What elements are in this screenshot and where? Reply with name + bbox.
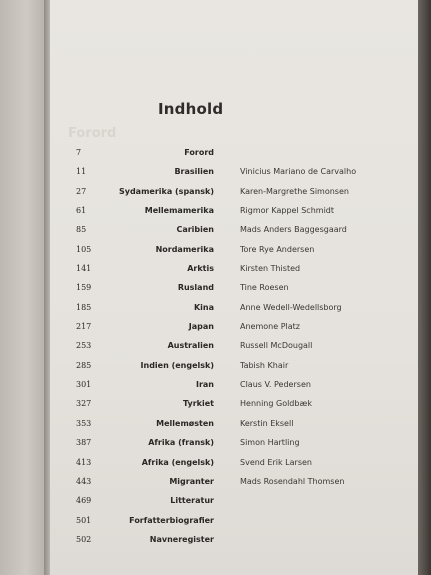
toc-chapter: Navneregister bbox=[149, 534, 214, 544]
toc-author: Tine Roesen bbox=[240, 283, 289, 293]
table-of-contents bbox=[0, 143, 431, 549]
toc-chapter: Rusland bbox=[177, 283, 214, 293]
toc-author: Karen-Margrethe Simonsen bbox=[240, 186, 349, 196]
toc-chapter: Mellemøsten bbox=[156, 418, 214, 428]
toc-row bbox=[0, 530, 431, 549]
toc-chapter: Forord bbox=[184, 148, 214, 157]
toc-row bbox=[0, 278, 431, 297]
toc-page-number: 85 bbox=[76, 225, 87, 235]
toc-author: Claus V. Pedersen bbox=[240, 380, 311, 390]
toc-page-number: 469 bbox=[76, 496, 92, 506]
page-title: Indhold bbox=[158, 100, 224, 118]
toc-chapter: Kina bbox=[193, 302, 214, 312]
toc-chapter: Nordamerika bbox=[155, 244, 214, 254]
toc-author: Anemone Platz bbox=[240, 322, 300, 332]
toc-author: Mads Anders Baggesgaard bbox=[240, 225, 347, 235]
toc-row bbox=[0, 356, 431, 375]
toc-row bbox=[0, 182, 431, 201]
toc-author: Kerstin Eksell bbox=[240, 418, 294, 428]
toc-page-number: 11 bbox=[76, 167, 87, 177]
toc-row bbox=[0, 317, 431, 336]
toc-chapter: Caribien bbox=[176, 225, 214, 235]
toc-row bbox=[0, 433, 431, 452]
toc-row bbox=[0, 491, 431, 510]
toc-row bbox=[0, 143, 431, 162]
toc-row bbox=[0, 201, 431, 220]
toc-page-number: 353 bbox=[76, 418, 92, 428]
toc-page-number: 27 bbox=[76, 186, 87, 196]
toc-author: Mads Rosendahl Thomsen bbox=[240, 476, 345, 486]
show-through-heading: Forord bbox=[68, 126, 117, 141]
toc-row bbox=[0, 220, 431, 239]
toc-chapter: Litteratur bbox=[170, 496, 214, 506]
toc-chapter: Sydamerika (spansk) bbox=[118, 186, 214, 196]
toc-author: Kirsten Thisted bbox=[240, 264, 301, 274]
toc-chapter: Migranter bbox=[169, 476, 214, 486]
toc-chapter: Brasilien bbox=[174, 167, 214, 177]
toc-row bbox=[0, 336, 431, 355]
toc-chapter: Arktis bbox=[187, 264, 214, 274]
toc-page-number: 159 bbox=[76, 283, 92, 293]
toc-author: Russell McDougall bbox=[240, 341, 313, 351]
toc-chapter: Afrika (engelsk) bbox=[141, 457, 214, 467]
toc-row bbox=[0, 414, 431, 433]
toc-page-number: 443 bbox=[76, 476, 92, 486]
toc-chapter: Afrika (fransk) bbox=[148, 438, 214, 448]
toc-page-number: 327 bbox=[76, 399, 92, 409]
toc-chapter: Forfatterbiografier bbox=[129, 515, 214, 525]
toc-page-number: 253 bbox=[76, 341, 92, 351]
toc-row bbox=[0, 472, 431, 491]
toc-author: Tabish Khair bbox=[240, 360, 289, 370]
toc-chapter: Iran bbox=[195, 380, 214, 390]
toc-page-number: 387 bbox=[76, 438, 92, 448]
toc-page-number: 301 bbox=[76, 380, 92, 390]
toc-chapter: Japan bbox=[188, 322, 214, 332]
toc-author: Simon Hartling bbox=[240, 438, 300, 448]
toc-page-number: 7 bbox=[76, 148, 82, 157]
toc-page-number: 217 bbox=[76, 322, 92, 332]
toc-author: Tore Rye Andersen bbox=[240, 244, 315, 254]
toc-author: Henning Goldbæk bbox=[240, 399, 312, 409]
toc-row bbox=[0, 298, 431, 317]
toc-page-number: 285 bbox=[76, 360, 92, 370]
toc-page-number: 502 bbox=[76, 534, 92, 544]
toc-chapter: Mellemamerika bbox=[144, 206, 214, 216]
toc-page-number: 141 bbox=[76, 264, 92, 274]
toc-page-number: 185 bbox=[76, 302, 92, 312]
toc-chapter: Australien bbox=[167, 341, 214, 351]
toc-chapter: Indien (engelsk) bbox=[140, 360, 214, 370]
toc-row bbox=[0, 511, 431, 530]
toc-page-number: 413 bbox=[76, 457, 92, 467]
toc-author: Rigmor Kappel Schmidt bbox=[240, 206, 335, 216]
toc-author: Svend Erik Larsen bbox=[240, 457, 312, 467]
toc-page-number: 105 bbox=[76, 244, 92, 254]
toc-row bbox=[0, 394, 431, 413]
toc-chapter: Tyrkiet bbox=[183, 399, 214, 409]
toc-page-number: 61 bbox=[76, 206, 87, 216]
toc-row bbox=[0, 240, 431, 259]
toc-author: Vinicius Mariano de Carvalho bbox=[240, 167, 357, 177]
toc-row bbox=[0, 375, 431, 394]
toc-page-number: 501 bbox=[76, 515, 92, 525]
toc-row bbox=[0, 259, 431, 278]
toc-author: Anne Wedell-Wedellsborg bbox=[240, 302, 342, 312]
toc-row bbox=[0, 453, 431, 472]
toc-row bbox=[0, 162, 431, 181]
